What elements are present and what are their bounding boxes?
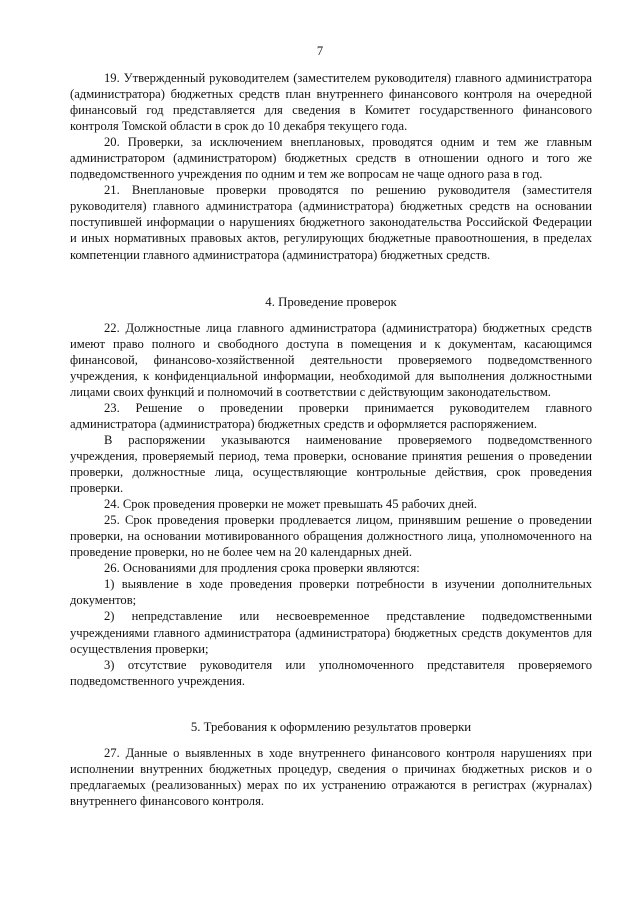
paragraph-23-order: В распоряжении указываются наименование проверяемого подведомственного учреждения, проверяемый период, тема проверки, основание принятия решения о проведении проверки, должностные лица, осуществляющие контрольные действия, срок проведения проверки. [70,432,592,496]
section-5-heading: 5. Требования к оформлению результатов проверки [190,719,472,734]
paragraph-27: 27. Данные о выявленных в ходе внутреннего финансового контроля нарушениях при исполнении внутренних бюджетных процедур, сведения о причинах бюджетных рисков и о предлагаемых (реализованных) мерах по их устранению отражаются в регистрах (журналах) внутреннего финансового контроля. [70,745,592,808]
list-item-3: 3) отсутствие руководителя или уполномоченного представителя проверяемого подведомственного учреждения. [70,657,592,688]
paragraph-26: 26. Основаниями для продления срока проверки являются: [104,561,420,576]
paragraph-24: 24. Срок проведения проверки не может превышать 45 рабочих дней. [104,497,478,512]
paragraph-23: 23. Решение о проведении проверки принимается руководителем главного администратора (администратора) бюджетных средств и оформляется распоряжением. [70,400,592,431]
paragraph-19: 19. Утвержденный руководителем (заместителем руководителя) главного администратора (администратора) бюджетных средств план внутреннего финансового контроля на очередной финансовый год представляется для сведения в Комитет государственного финансового контроля Томской области в срок до 10 декабря текущего года. [70,71,592,134]
document-body [70,70,592,809]
paragraph-22: 22. Должностные лица главного администратора (администратора) бюджетных средств имеют право полного и свободного доступа в помещения и к документам, касающимся финансовой, финансово-хозяйственной деятельности проверяемого подведомственного учреждения, к конфиденциальной информации, необходимой для выполнения должностными лицами своих функций и полномочий в соответствии с действующим законодательством. [70,320,592,399]
list-item-2: 2) непредставление или несвоевременное представление подведомственными учреждениями главного администратора (администратора) бюджетных средств документов для осуществления проверки; [70,609,592,656]
paragraph-20: 20. Проверки, за исключением внеплановых, проводятся одним и тем же главным администратором (администратором) бюджетных средств в отношении одного и того же подведомственного учреждения по одним и тем же вопросам не чаще одного раза в год. [70,135,592,182]
section-4-heading: 4. Проведение проверок [265,294,397,309]
paragraph-21: 21. Внеплановые проверки проводятся по решению руководителя (заместителя руководителя) главного администратора (администратора) бюджетных средств на основании поступившей информации о нарушениях бюджетного законодательства Российской Федерации и иных нормативных правовых актов, регулирующих бюджетные правоотношения, в пределах компетенции главного администратора (администратора) бюджетных средств. [70,183,592,262]
page-number: 7 [316,44,324,58]
list-item-1: 1) выявление в ходе проведения проверки потребности в изучении дополнительных документов; [70,577,592,608]
paragraph-25: 25. Срок проведения проверки продлевается лицом, принявшим решение о проведении проверки, на основании мотивированного обращения должностного лица, уполномоченного на проведение проверки, но не более чем на 20 календарных дней. [70,513,592,560]
